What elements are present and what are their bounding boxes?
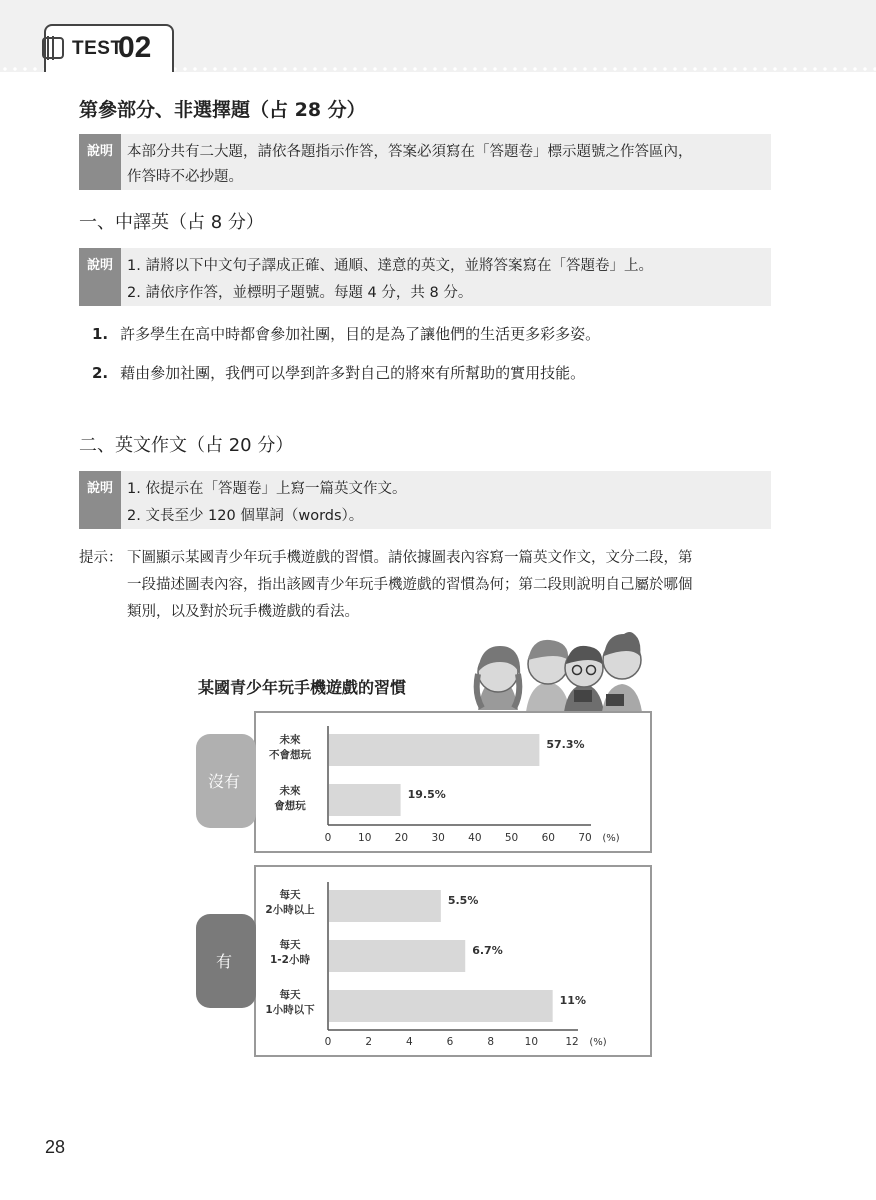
note-line: 本部分共有二大題，請依各題指示作答，答案必須寫在「答題卷」標示題號之作答區內，: [127, 144, 693, 160]
note-tag: 說明: [79, 471, 121, 529]
chart-tick-label: 6: [446, 1036, 454, 1048]
chart-tick-label: 0: [324, 832, 332, 844]
note-tag: 說明: [79, 134, 121, 190]
chart-value-label: 19.5%: [407, 788, 446, 801]
boy-figure-2: [564, 646, 604, 712]
boy-figure-1: [526, 640, 570, 712]
hint-line: 一段描述圖表內容，指出該國青少年玩手機遊戲的習慣為何；第二段則說明自己屬於哪個: [127, 577, 693, 593]
chart-category-label: 1小時以下: [265, 1004, 315, 1016]
test-label: TEST: [72, 38, 123, 59]
note-line: 作答時不必抄題。: [127, 169, 243, 185]
chart-bar: [329, 784, 401, 816]
chart-tick-label: 10: [358, 832, 372, 844]
chart-tick-label: 70: [578, 832, 592, 844]
question-number: 1.: [92, 325, 109, 343]
test-number: 02: [118, 31, 152, 64]
chart-category-label: 2小時以上: [265, 904, 315, 916]
chart-tick-label: 2: [365, 1036, 373, 1048]
chart-bar: [329, 990, 553, 1022]
note-line: 1. 請將以下中文句子譯成正確、通順、達意的英文，並將答案寫在「答題卷」上。: [127, 258, 653, 274]
chart-unit-label: (%): [602, 833, 620, 844]
chart-tick-label: 0: [324, 1036, 332, 1048]
chart-tick-label: 40: [468, 832, 482, 844]
chart-tick-label: 50: [504, 832, 519, 844]
chart-tick-label: 20: [394, 832, 409, 844]
note-line: 1. 依提示在「答題卷」上寫一篇英文作文。: [127, 481, 407, 497]
chart-tick-label: 10: [524, 1036, 539, 1048]
question-item: [92, 362, 585, 383]
part2-title: 二、英文作文（占 20 分）: [79, 435, 294, 456]
chart-title: 某國青少年玩手機遊戲的習慣: [198, 678, 407, 697]
note-line: 2. 文長至少 120 個單詞（words）。: [127, 508, 364, 524]
section-note-box: [79, 134, 771, 190]
question-item: [92, 323, 600, 344]
chart-tick-label: 4: [405, 1036, 413, 1048]
boy-figure-3: [602, 632, 642, 712]
part1-title: 一、中譯英（占 8 分）: [79, 212, 264, 233]
question-text: 藉由參加社團，我們可以學到許多對自己的將來有所幫助的實用技能。: [120, 364, 586, 382]
note-line: 2. 請依序作答，並標明子題號。每題 4 分，共 8 分。: [127, 285, 473, 301]
chart-tick-label: 12: [565, 1036, 579, 1048]
hint-label: 提示：: [79, 550, 123, 566]
binder-clip-icon: [40, 34, 70, 62]
chart-value-label: 6.7%: [472, 944, 503, 957]
question-text: 許多學生在高中時都會參加社團，目的是為了讓他們的生活更多彩多姿。: [120, 325, 601, 343]
chart-tick-label: 60: [541, 832, 555, 844]
hint-line: 下圖顯示某國青少年玩手機遊戲的習慣。請依據圖表內容寫一篇英文作文，文分二段，第: [127, 550, 693, 566]
chart-category-label: 會想玩: [274, 800, 306, 812]
section-title: 第參部分、非選擇題（占 28 分）: [79, 99, 366, 121]
phone-game-habits-chart: [180, 630, 660, 1060]
chart-category-label: 未來: [279, 734, 301, 746]
chart-category-label: 每天: [279, 889, 301, 901]
chart-category-label: 不會想玩: [269, 749, 311, 761]
chart-value-label: 57.3%: [546, 738, 585, 751]
chart-bar: [329, 734, 539, 766]
question-number: 2.: [92, 364, 109, 382]
four-teenagers-illustration: [477, 632, 642, 712]
group-label-no: 沒有: [207, 772, 241, 791]
chart-tick-label: 8: [487, 1036, 495, 1048]
chart-category-label: 未來: [279, 785, 301, 797]
group-label-yes: 有: [215, 952, 233, 971]
chart-tick-label: 30: [431, 832, 445, 844]
chart-category-label: 1-2小時: [270, 954, 310, 966]
chart-value-label: 5.5%: [447, 894, 479, 907]
page-number: 28: [45, 1137, 66, 1157]
chart-category-label: 每天: [279, 939, 301, 951]
part1-note-box: [79, 248, 771, 306]
girl-figure: [477, 646, 520, 710]
chart-panel-no: [255, 712, 651, 852]
chart-bar: [329, 890, 441, 922]
chart-category-label: 每天: [279, 989, 301, 1001]
hint-line: 類別，以及對於玩手機遊戲的看法。: [127, 604, 359, 620]
chart-unit-label: (%): [589, 1037, 607, 1048]
chart-bar: [329, 940, 465, 972]
chart-value-label: 11%: [559, 994, 587, 1007]
note-tag: 說明: [79, 248, 121, 306]
part2-note-box: [79, 471, 771, 529]
